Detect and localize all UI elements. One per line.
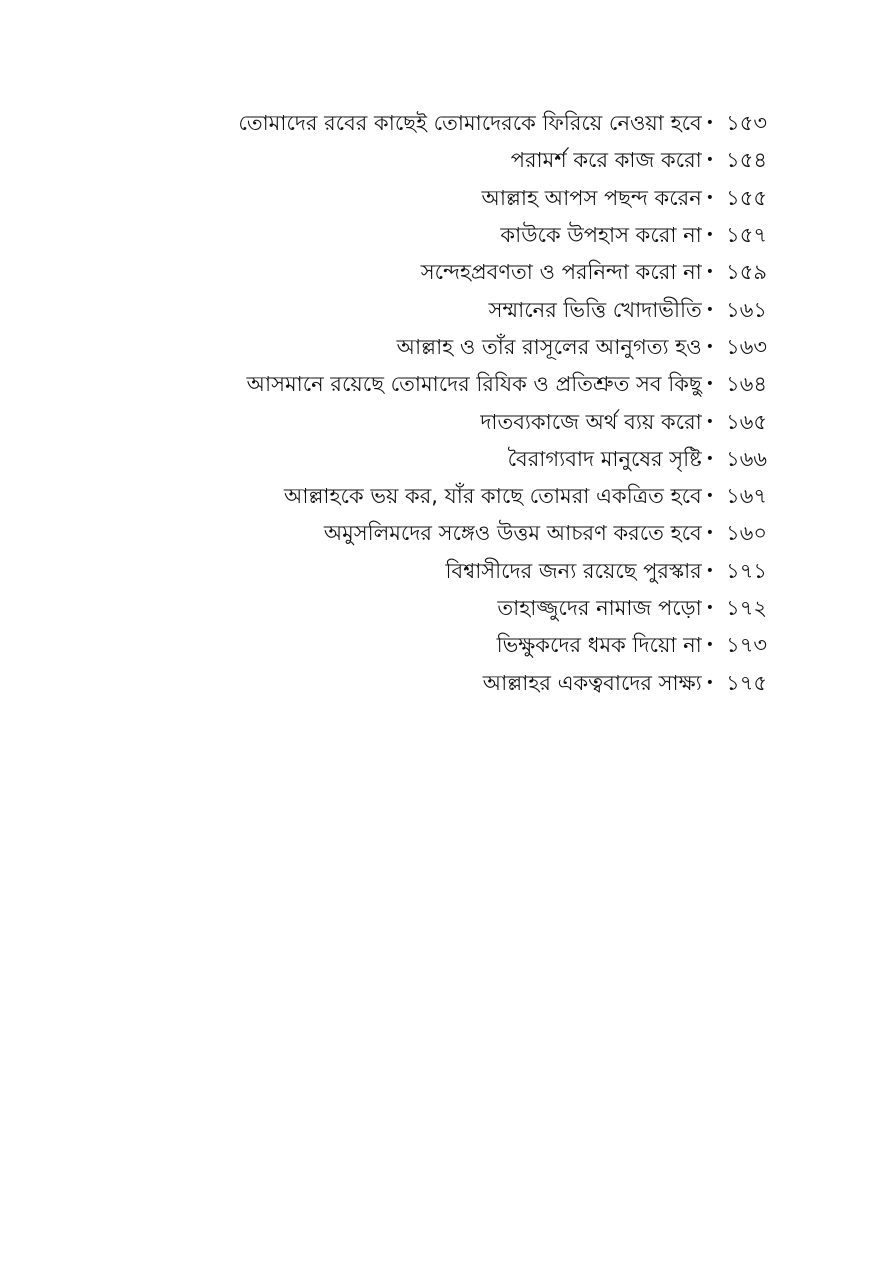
toc-page-number: ১৬০ bbox=[726, 521, 767, 546]
toc-separator-dot: • bbox=[705, 264, 714, 281]
toc-entry bbox=[127, 217, 767, 254]
toc-page-number: ১৬৬ bbox=[726, 446, 767, 471]
toc-separator-dot: • bbox=[705, 525, 714, 542]
toc-separator-dot: • bbox=[705, 301, 714, 318]
toc-separator-dot: • bbox=[705, 413, 714, 430]
toc-entry bbox=[127, 478, 767, 515]
toc-page-number: ১৭২ bbox=[726, 596, 767, 620]
toc-page-number: ১৬৫ bbox=[726, 409, 767, 434]
toc-entry-title: সন্দেহপ্রবণতা ও পরনিন্দা করো না bbox=[420, 260, 702, 285]
toc-entry bbox=[127, 627, 767, 664]
toc-entry-title: বিশ্বাসীদের জন্য রয়েছে পুরস্কার bbox=[445, 558, 702, 583]
toc-entry-title: আসমানে রয়েছে তোমাদের রিযিক ও প্রতিশ্রুত সব কিছু bbox=[246, 372, 702, 397]
toc-entry bbox=[127, 180, 767, 217]
toc-entry-title: আল্লাহর একত্ববাদের সাক্ষ্য bbox=[482, 670, 702, 695]
toc-entry-title: ভিক্ষুকদের ধমক দিয়ো না bbox=[496, 633, 702, 658]
toc-entry bbox=[127, 441, 767, 478]
toc-entry-title: তোমাদের রবের কাছেই তোমাদেরকে ফিরিয়ে নেওয়া হবে bbox=[238, 111, 702, 136]
toc-entry bbox=[127, 366, 767, 403]
toc-page-number: ১৫৫ bbox=[726, 185, 767, 210]
toc-page-number: ১৭৩ bbox=[726, 633, 767, 658]
toc-entry-title: আল্লাহকে ভয় কর, যাঁর কাছে তোমরা একত্রিত হবে bbox=[284, 484, 702, 509]
toc-entry-title: কাউকে উপহাস করো না bbox=[500, 223, 702, 248]
toc-entry-title: দাতব্যকাজে অর্থ ব্যয় করো bbox=[480, 409, 702, 434]
toc-page-number: ১৬৪ bbox=[726, 372, 767, 397]
toc-entry bbox=[127, 254, 767, 291]
toc-separator-dot: • bbox=[705, 600, 714, 616]
toc-page-number: ১৫৭ bbox=[726, 223, 767, 248]
toc-page-number: ১৭৫ bbox=[726, 670, 767, 695]
toc-page-number: ১৫৪ bbox=[726, 148, 767, 173]
toc-page-number: ১৬৭ bbox=[726, 484, 767, 509]
toc-separator-dot: • bbox=[705, 152, 714, 169]
table-of-contents bbox=[127, 105, 767, 702]
toc-separator-dot: • bbox=[705, 376, 714, 393]
toc-entry-title: আল্লাহ আপস পছন্দ করেন bbox=[481, 185, 702, 210]
toc-entry-title: বৈরাগ্যবাদ মানুষের সৃষ্টি bbox=[507, 446, 702, 471]
toc-page-number: ১৬৩ bbox=[726, 334, 767, 359]
toc-entry-title: অমুসলিমদের সঙ্গেও উত্তম আচরণ করতে হবে bbox=[323, 521, 702, 546]
toc-entry-title: সম্মানের ভিত্তি খোদাভীতি bbox=[488, 297, 702, 322]
toc-separator-dot: • bbox=[705, 189, 714, 206]
toc-page-number: ১৫৯ bbox=[726, 260, 767, 285]
toc-separator-dot: • bbox=[705, 674, 714, 691]
toc-page-number: ১৭১ bbox=[726, 558, 767, 583]
toc-separator-dot: • bbox=[705, 227, 714, 244]
toc-entry bbox=[127, 403, 767, 440]
toc-entry-title: পরামর্শ করে কাজ করো bbox=[510, 148, 702, 173]
toc-page-number: ১৬১ bbox=[726, 297, 767, 322]
toc-entry bbox=[127, 664, 767, 701]
toc-separator-dot: • bbox=[705, 637, 714, 654]
toc-entry bbox=[127, 515, 767, 552]
toc-separator-dot: • bbox=[705, 450, 714, 467]
toc-entry-title: তাহাজ্জুদের নামাজ পড়ো bbox=[497, 596, 702, 620]
toc-separator-dot: • bbox=[705, 488, 714, 505]
toc-entry bbox=[127, 553, 767, 590]
toc-entry bbox=[127, 291, 767, 328]
toc-separator-dot: • bbox=[705, 562, 714, 579]
toc-entry bbox=[127, 329, 767, 366]
toc-separator-dot: • bbox=[705, 338, 714, 355]
toc-separator-dot: • bbox=[705, 115, 714, 132]
toc-entry bbox=[127, 105, 767, 142]
toc-entry-title: আল্লাহ ও তাঁর রাসূলের আনুগত্য হও bbox=[396, 334, 702, 359]
toc-entry bbox=[127, 142, 767, 179]
toc-page-number: ১৫৩ bbox=[726, 111, 767, 136]
toc-entry bbox=[127, 590, 767, 627]
